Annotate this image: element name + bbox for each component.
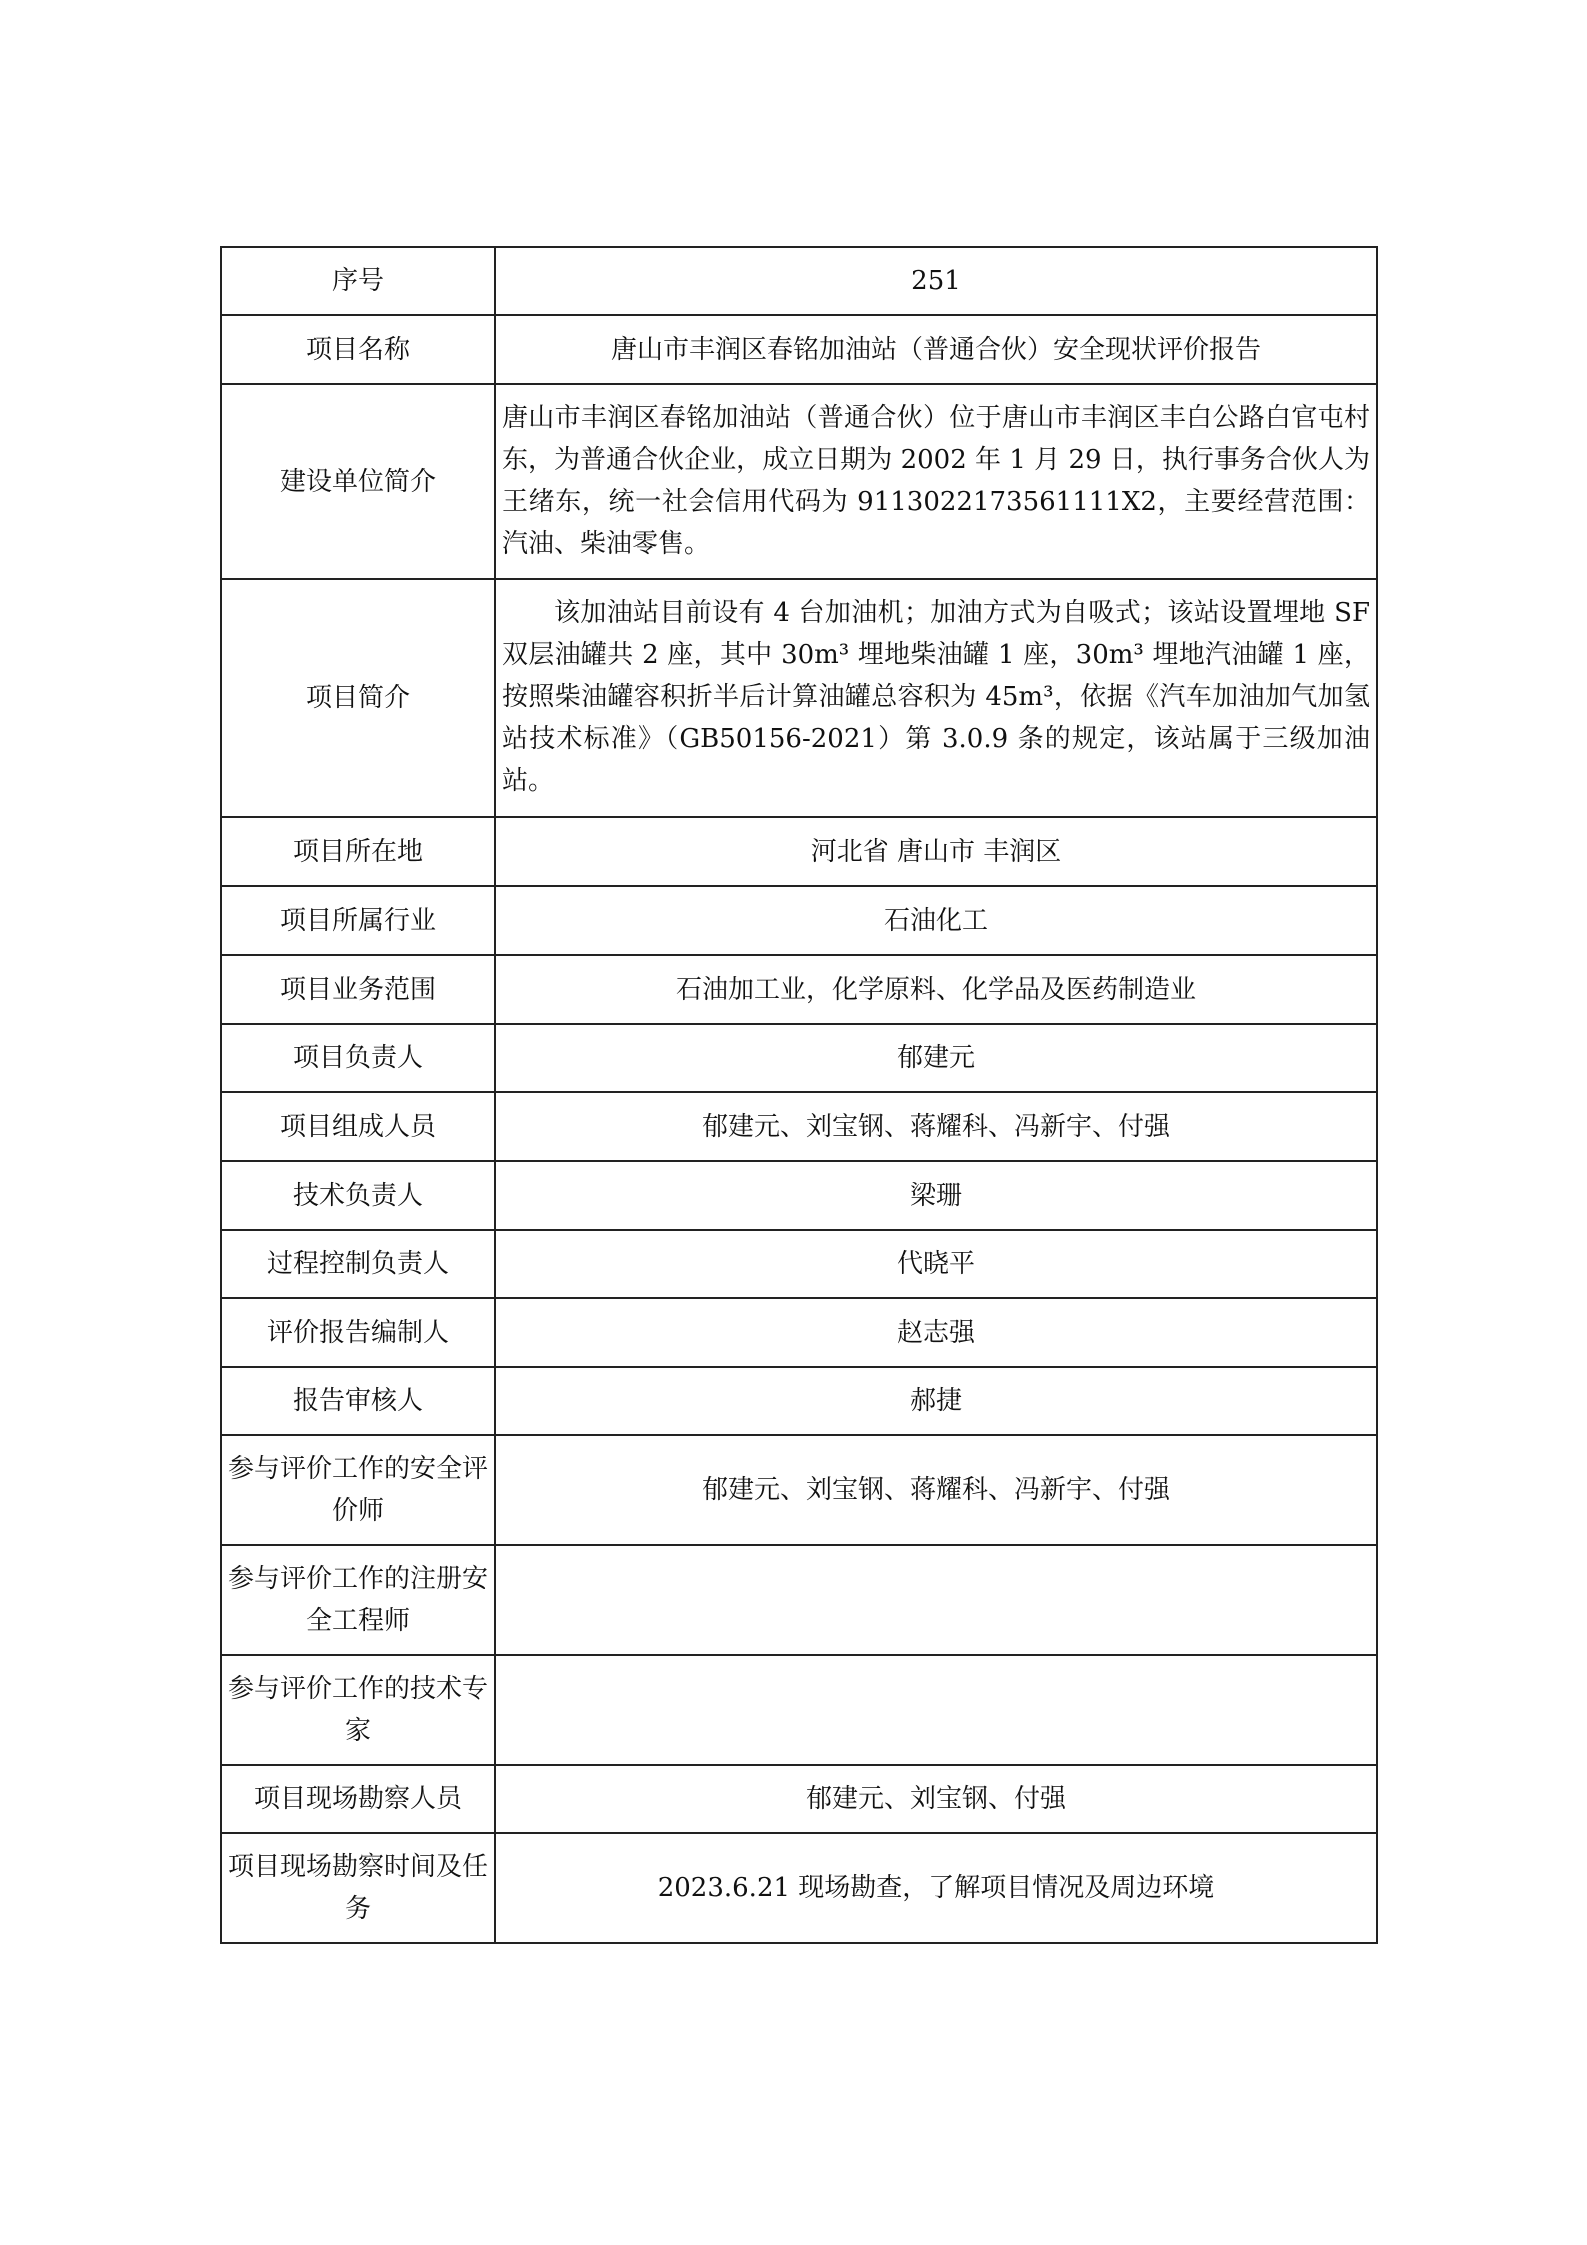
- table-row: [221, 1230, 1377, 1298]
- row-label: 建设单位简介: [221, 384, 495, 579]
- row-label: 报告审核人: [221, 1367, 495, 1435]
- row-value: 梁珊: [495, 1161, 1377, 1230]
- row-label: 项目现场勘察时间及任务: [221, 1833, 495, 1943]
- table-row: [221, 817, 1377, 886]
- row-label: 项目名称: [221, 315, 495, 384]
- row-value: [495, 1655, 1377, 1765]
- table-row: [221, 1161, 1377, 1230]
- table-row: [221, 1298, 1377, 1367]
- table-row: [221, 1092, 1377, 1161]
- row-value: 郁建元: [495, 1024, 1377, 1092]
- row-label: 参与评价工作的注册安全工程师: [221, 1545, 495, 1655]
- project-info-sheet: [220, 246, 1378, 1944]
- table-row: [221, 1655, 1377, 1765]
- row-value: 石油化工: [495, 886, 1377, 955]
- row-label: 项目所在地: [221, 817, 495, 886]
- row-label: 项目简介: [221, 579, 495, 817]
- table-row: [221, 247, 1377, 315]
- row-value: 郁建元、刘宝钢、付强: [495, 1765, 1377, 1833]
- row-value: 唐山市丰润区春铭加油站（普通合伙）位于唐山市丰润区丰白公路白官屯村东，为普通合伙企业，成立日期为 2002 年 1 月 29 日，执行事务合伙人为王绪东，统一社会信用代码为 9113022173561111X2，主要经营范围：汽油、柴油零售。: [495, 384, 1377, 579]
- row-value: [495, 1545, 1377, 1655]
- row-label: 评价报告编制人: [221, 1298, 495, 1367]
- table-row: [221, 1833, 1377, 1943]
- row-value: 该加油站目前设有 4 台加油机；加油方式为自吸式；该站设置埋地 SF 双层油罐共 2 座，其中 30m³ 埋地柴油罐 1 座，30m³ 埋地汽油罐 1 座，按照柴油罐容积折半后计算油罐总容积为 45m³，依据《汽车加油加气加氢站技术标准》（GB50156-2021）第 3.0.9 条的规定，该站属于三级加油站。: [495, 579, 1377, 817]
- table-row: [221, 579, 1377, 817]
- row-value: 251: [495, 247, 1377, 315]
- row-label: 项目所属行业: [221, 886, 495, 955]
- table-row: [221, 1765, 1377, 1833]
- row-label: 参与评价工作的安全评价师: [221, 1435, 495, 1545]
- row-label: 项目负责人: [221, 1024, 495, 1092]
- table-row: [221, 1367, 1377, 1435]
- row-label: 参与评价工作的技术专家: [221, 1655, 495, 1765]
- row-label: 过程控制负责人: [221, 1230, 495, 1298]
- row-label: 技术负责人: [221, 1161, 495, 1230]
- row-value: 唐山市丰润区春铭加油站（普通合伙）安全现状评价报告: [495, 315, 1377, 384]
- row-value: 代晓平: [495, 1230, 1377, 1298]
- row-value: 赵志强: [495, 1298, 1377, 1367]
- table-row: [221, 384, 1377, 579]
- row-label: 项目现场勘察人员: [221, 1765, 495, 1833]
- row-label: 项目业务范围: [221, 955, 495, 1024]
- row-label: 项目组成人员: [221, 1092, 495, 1161]
- row-value: 河北省 唐山市 丰润区: [495, 817, 1377, 886]
- table-row: [221, 1024, 1377, 1092]
- row-value: 郝捷: [495, 1367, 1377, 1435]
- table-row: [221, 1435, 1377, 1545]
- row-value: 石油加工业，化学原料、化学品及医药制造业: [495, 955, 1377, 1024]
- project-info-table: [220, 246, 1378, 1944]
- row-value: 郁建元、刘宝钢、蒋耀科、冯新宇、付强: [495, 1092, 1377, 1161]
- table-row: [221, 315, 1377, 384]
- table-row: [221, 1545, 1377, 1655]
- row-value: 郁建元、刘宝钢、蒋耀科、冯新宇、付强: [495, 1435, 1377, 1545]
- table-row: [221, 886, 1377, 955]
- row-label: 序号: [221, 247, 495, 315]
- row-value: 2023.6.21 现场勘查，了解项目情况及周边环境: [495, 1833, 1377, 1943]
- table-row: [221, 955, 1377, 1024]
